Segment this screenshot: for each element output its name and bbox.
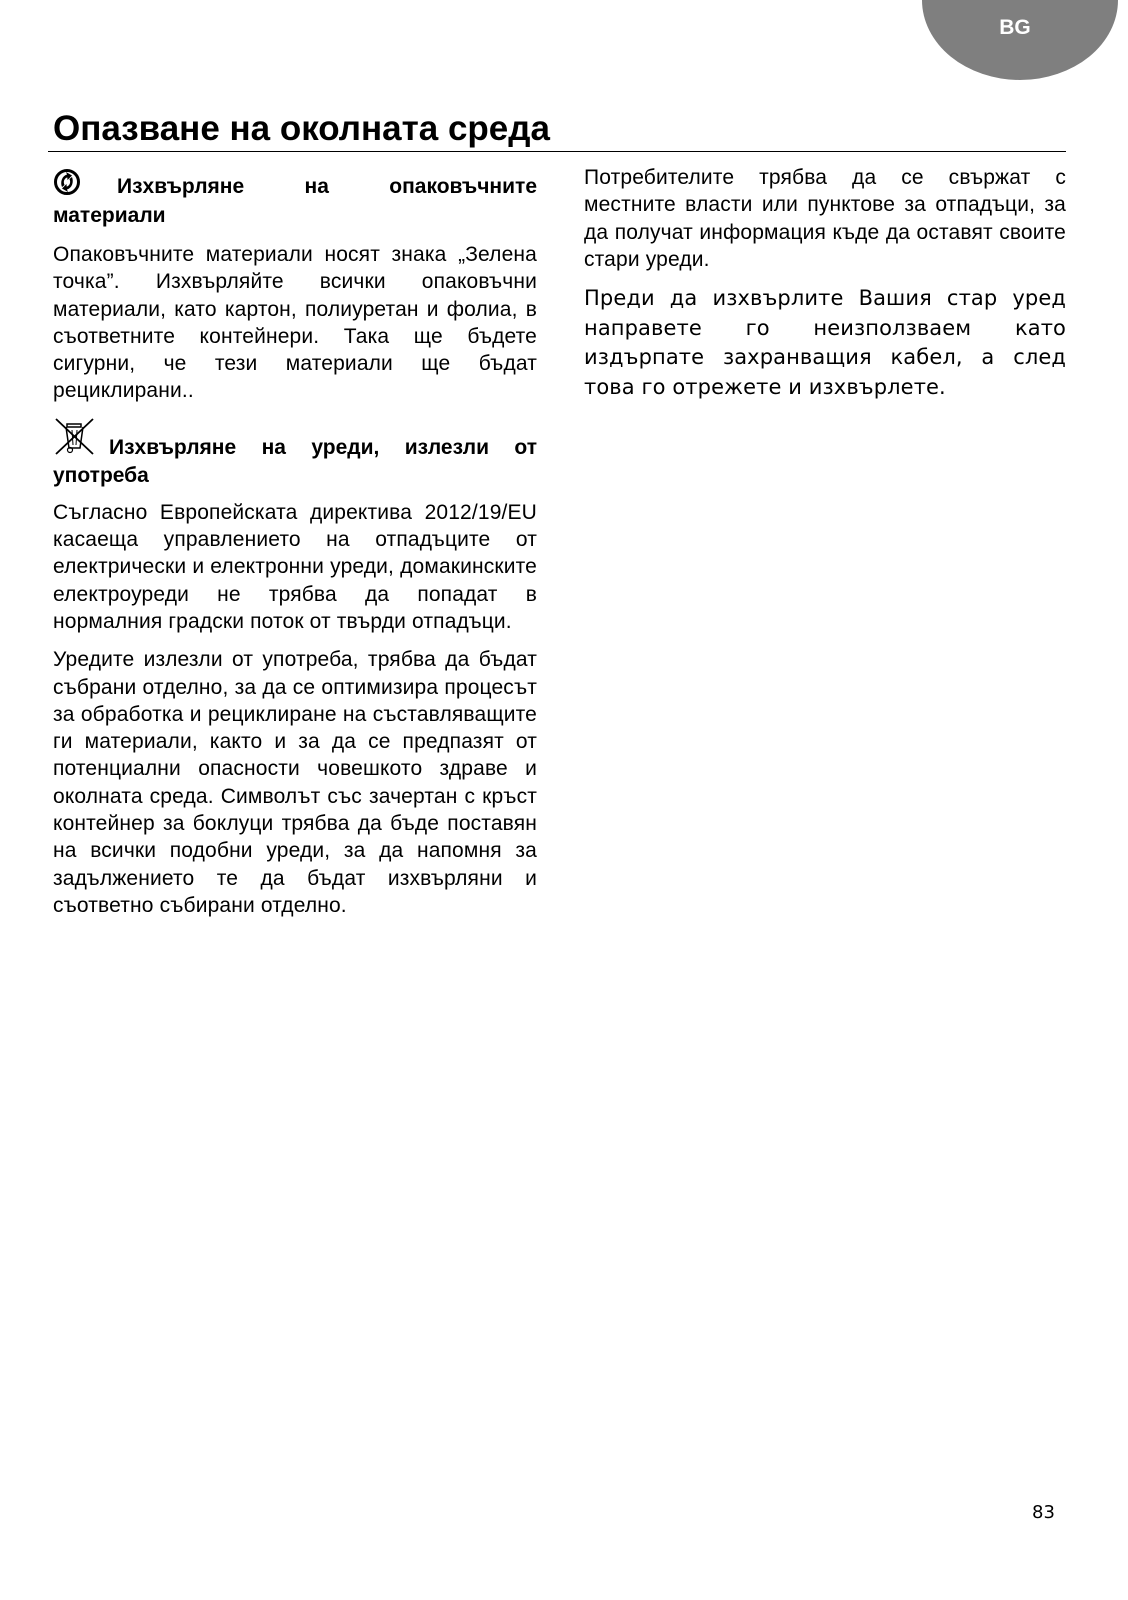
appliances-paragraph-3: Потребителите трябва да се свържат с местните власти или пунктове за отпадъци, за да получат информация къде да оставят своите стари уреди. (584, 166, 1066, 271)
left-column (53, 164, 537, 930)
language-label: BG (999, 16, 1031, 39)
title-divider (48, 151, 1066, 152)
right-column (584, 164, 1066, 413)
packaging-section-heading (53, 168, 537, 229)
appliances-paragraph-2: Уредите излезли от употреба, трябва да бъдат събрани отделно, за да се оптимизира процесът за обработка и рециклиране на съставляващите ги материали, както и за да се предпазят от потенциални опасности човешкото здраве и околната среда. Символът със зачертан с кръст контейнер за боклуци трябва да бъде поставян на всички подобни уреди, за да напомня за задължението те да бъдат изхвърляни и съответно събирани отделно. (53, 648, 537, 917)
page-number: 83 (1032, 1502, 1055, 1523)
page-title: Опазване на околната среда (53, 109, 550, 148)
appliances-section-heading (53, 416, 537, 489)
packaging-paragraph: Опаковъчните материали носят знака „Зелена точка”. Изхвърляйте всички опаковъчни материали, като картон, полиуретан и фолиа, в съответните контейнери. Така ще бъдете сигурни, че тези материали ще бъдат рециклирани.. (53, 243, 537, 403)
appliances-paragraph-1: Съгласно Европейската директива 2012/19/EU касаеща управлението на отпадъците от електрически и електронни уреди, домакинските електроуреди не трябва да попадат в нормалния градски поток от твърди отпадъци. (53, 500, 537, 633)
crossed-out-wheelie-bin-icon (53, 416, 97, 463)
appliances-paragraph-4: Преди да изхвърлите Вашия стар уред направете го неизползваем като издърпате захранващия кабел, а след това го отрежете и изхвърлете. (584, 286, 1066, 399)
packaging-heading-text: Изхвърляне на опаковъчните материали (53, 175, 537, 227)
green-dot-icon (53, 168, 89, 203)
appliances-heading-text: Изхвърляне на уреди, излезли от употреба (53, 435, 537, 487)
